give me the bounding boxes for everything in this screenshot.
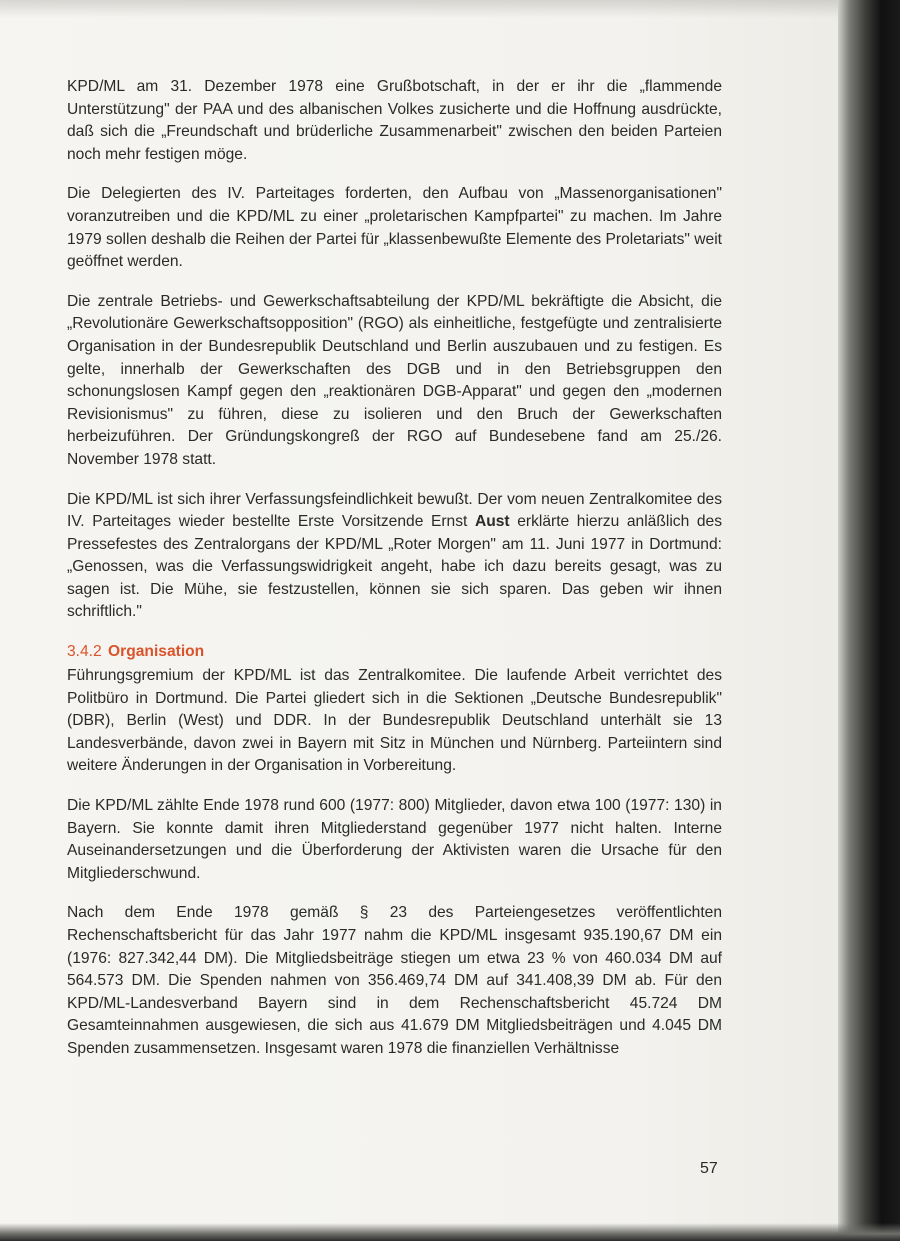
paragraph-text: Die KPD/ML zählte Ende 1978 rund 600 (1977: 800) Mitglieder, davon etwa 100 (1977: 130) in Bayern. Sie konnte damit ihren Mitgliederstand gegenüber 1977 nicht halten. Interne Auseinandersetzungen und die Überforderung der Aktivisten waren die Ursache für den Mitgliederschwund. [67, 797, 722, 882]
paragraph-text: Die zentrale Betriebs- und Gewerkschaftsabteilung der KPD/ML bekräftigte die Absicht, die „Revolutionäre Gewerkschaftsopposition" (RGO) als einheitliche, festgefügte und zentralisierte Organisation in der Bundesrepublik Deutschland und Berlin auszubauen und zu festigen. Es gelte, innerhalb der Gewerkschaften des DGB und in den Betriebsgruppen den schonungslosen Kampf gegen den „reaktionären DGB-Apparat" und gegen den „modernen Revisionismus" zu führen, diese zu isolieren und den Bruch der Gewerkschaften herbeizuführen. Der Gründungskongreß der RGO auf Bundesebene fand am 25./26. November 1978 statt. [67, 292, 722, 468]
section-title: Organisation [108, 643, 205, 661]
paragraph-1 [67, 76, 722, 166]
book-binding-edge [838, 0, 900, 1241]
bottom-page-edge [0, 1223, 900, 1241]
paragraph-4 [67, 489, 722, 625]
emphasized-name: Aust [474, 513, 510, 531]
section-paragraph-1 [67, 665, 722, 778]
top-shadow [0, 0, 840, 18]
paragraph-text: Die KPD/ML ist sich ihrer Verfassungsfeindlichkeit bewußt. Der vom neuen Zentralkomitee des IV. Parteitages wieder bestellte Erste Vorsitzende Ernst [67, 490, 722, 531]
section-paragraph-3 [67, 902, 722, 1060]
section-paragraph-2 [67, 795, 722, 885]
section-number: 3.4.2 [67, 643, 102, 661]
body-text [67, 76, 722, 1078]
paragraph-text: Führungsgremium der KPD/ML ist das Zentralkomitee. Die laufende Arbeit verrichtet des Politbüro in Dortmund. Die Partei gliedert sich in die Sektionen „Deutsche Bundesrepublik" (DBR), Berlin (West) und DDR. In der Bundesrepublik Deutschland unterhält sie 13 Landesverbände, davon zwei in Bayern mit Sitz in München und Nürnberg. Parteiintern sind weitere Änderungen in der Organisation in Vorbereitung. [67, 667, 722, 775]
paragraph-text: Die Delegierten des IV. Parteitages forderten, den Aufbau von „Massenorganisationen" voranzutreiben und die KPD/ML zu einer „proletarischen Kampfpartei" zu machen. Im Jahre 1979 sollen deshalb die Reihen der Partei für „klassenbewußte Elemente des Proletariats" weit geöffnet werden. [67, 185, 722, 271]
page-number: 57 [700, 1160, 718, 1177]
section-heading [67, 641, 722, 663]
paragraph-text: erklärte hierzu anläßlich des Pressefestes des Zentralorgans der KPD/ML „Roter Morgen" am 11. Juni 1977 in Dortmund: „Genossen, was die Verfassungswidrigkeit angeht, habe ich dazu bereits gesagt, was zu sagen ist. Die Mühe, sie festzustellen, können sie sich sparen. Das geben wir ihnen schriftlich." [67, 513, 722, 621]
paragraph-text: Nach dem Ende 1978 gemäß § 23 des Parteiengesetzes veröffentlichten Rechenschaftsbericht für das Jahr 1977 nahm die KPD/ML insgesamt 935.190,67 DM ein (1976: 827.342,44 DM). Die Mitgliedsbeiträge stiegen um etwa 23 % von 460.034 DM auf 564.573 DM. Die Spenden nahmen von 356.469,74 DM auf 341.408,39 DM ab. Für den KPD/ML-Landesverband Bayern sind in dem Rechenschaftsbericht 45.724 DM Gesamteinnahmen ausgewiesen, die sich aus 41.679 DM Mitgliedsbeiträgen und 4.045 DM Spenden zusammensetzen. Insgesamt waren 1978 die finanziellen Verhältnisse [67, 904, 722, 1057]
paragraph-text: KPD/ML am 31. Dezember 1978 eine Grußbotschaft, in der er ihr die „flammende Unterstützung" der PAA und des albanischen Volkes zusicherte und die Hoffnung ausdrückte, daß sich die „Freundschaft und brüderliche Zusammenarbeit" zwischen den beiden Parteien noch mehr festigen möge. [67, 78, 722, 163]
paragraph-2 [67, 183, 722, 273]
paragraph-3 [67, 291, 722, 472]
